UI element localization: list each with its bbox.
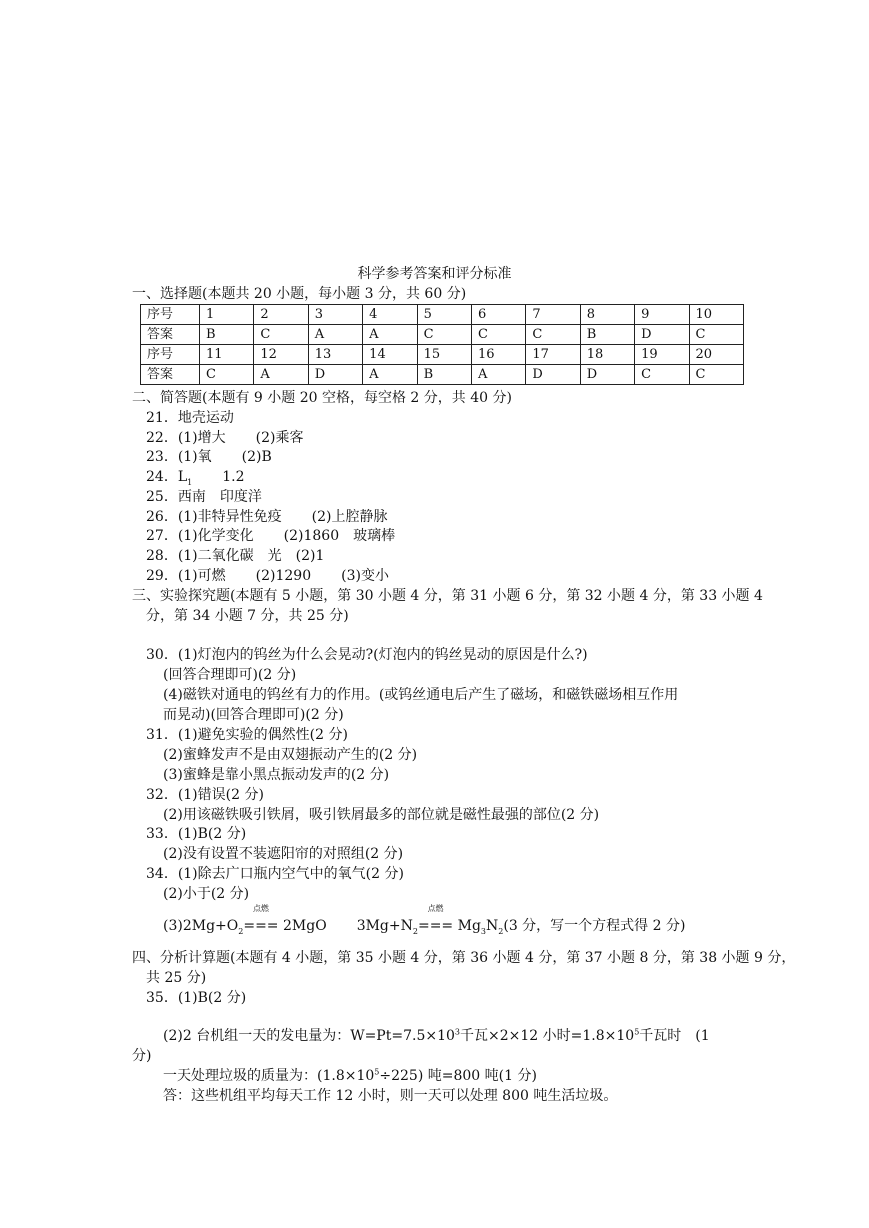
row-label: 序号 [141,345,200,365]
table-cell: 4 [363,305,417,325]
superscript: 3 [454,1027,460,1037]
table-cell: B [580,325,634,345]
answer-24 [146,467,244,487]
answer-35-line-2 [163,1026,710,1046]
table-cell: 12 [254,345,308,365]
subscript: 2 [412,926,418,936]
table-cell: A [471,365,525,385]
table-cell: A [363,365,417,385]
answer-23 [146,447,272,467]
table-cell: C [417,325,471,345]
table-cell: 10 [689,305,743,325]
answer-34-line-1: 34．(1)除去广口瓶内空气中的氧气(2 分) [146,866,404,882]
table-cell: D [526,365,580,385]
answer-35-line-3 [163,1066,537,1086]
subscript: 3 [480,926,487,936]
equals-sign: === [417,918,454,934]
table-cell: B [417,365,471,385]
table-cell: 7 [526,305,580,325]
table-cell: A [363,325,417,345]
answer-part: 1.2 [222,469,245,485]
table-cell: 9 [635,305,689,325]
section-4-heading: 四、分析计算题(本题有 4 小题，第 35 小题 4 分，第 36 小题 4 分，第 37 小题 8 分，第 38 小题 9 分， [132,950,796,966]
answer-32-line-2: (2)用该磁铁吸引铁屑，吸引铁屑最多的部位就是磁性最强的部位(2 分) [163,807,600,823]
section-3-heading-cont: 分，第 34 小题 7 分，共 25 分) [146,608,349,624]
section-3-heading: 三、实验探究题(本题有 5 小题，第 30 小题 4 分，第 31 小题 6 分，第 32 小题 4 分，第 33 小题 4 [132,588,763,604]
table-cell: A [254,365,308,385]
subscript: 1 [187,477,193,487]
table-cell: D [580,365,634,385]
table-cell: 6 [471,305,525,325]
table-cell: 8 [580,305,634,325]
answer-33-line-2: (2)没有设置不装遮阳帘的对照组(2 分) [163,846,404,862]
answer-22 [146,428,304,448]
equation-part: 2MgO [283,918,327,934]
table-cell: C [635,365,689,385]
table-cell: C [526,325,580,345]
table-row [141,345,744,365]
answer-part: 24．L [146,469,188,485]
equation-part: (3)2Mg+O [163,918,239,934]
answer-35-line-1: 35．(1)B(2 分) [146,990,247,1006]
row-label: 序号 [141,305,200,325]
table-row [141,365,744,385]
table-row [141,325,744,345]
table-cell: 14 [363,345,417,365]
table-cell: D [308,365,362,385]
answer-30-line-2: (回答合理即可)(2 分) [163,667,297,683]
answer-31-line-3: (3)蜜蜂是靠小黑点振动发声的(2 分) [163,767,390,783]
answer-31-line-1: 31．(1)避免实验的偶然性(2 分) [146,727,348,743]
table-cell: C [689,325,743,345]
answer-35-line-2-cont: 分) [132,1048,152,1064]
equation-part: 3Mg+N [356,918,413,934]
reaction-arrow [243,904,279,936]
superscript: 5 [634,1027,640,1037]
section-1-heading: 一、选择题(本题共 20 小题，每小题 3 分，共 60 分) [132,286,467,302]
answer-part: (2)B [241,449,272,465]
answer-part: (2)1860 玻璃棒 [283,528,396,544]
answer-part: 26．(1)非特异性免疫 [146,509,282,525]
document-title: 科学参考答案和评分标准 [357,266,512,282]
answer-31-line-2: (2)蜜蜂发声不是由双翅振动产生的(2 分) [163,747,418,763]
answer-34-equations [163,904,686,936]
equals-sign: === [243,918,279,934]
table-cell: D [635,325,689,345]
subscript: 2 [498,926,504,936]
section-2-heading: 二、简答题(本题有 9 小题 20 空格，每空格 2 分，共 40 分) [132,390,512,406]
table-cell: 17 [526,345,580,365]
table-cell: 5 [417,305,471,325]
answer-32-line-1: 32．(1)错误(2 分) [146,787,264,803]
reaction-arrow [417,904,454,936]
answer-28: 28．(1)二氧化碳 光 (2)1 [146,548,325,564]
table-cell: 11 [200,345,254,365]
table-cell: 1 [200,305,254,325]
table-row [141,305,744,325]
answer-33-line-1: 33．(1)B(2 分) [146,826,247,842]
answer-part: 27．(1)化学变化 [146,528,254,544]
table-cell: B [200,325,254,345]
row-label: 答案 [141,365,200,385]
table-cell: A [308,325,362,345]
answer-part: 千瓦×2×12 小时=1.8×10 [460,1028,635,1044]
answer-part: 22．(1)增大 [146,430,226,446]
subscript: 2 [238,926,244,936]
answer-30-line-1: 30．(1)灯泡内的钨丝为什么会晃动?(灯泡内的钨丝晃动的原因是什么?) [146,647,588,663]
answer-table [140,304,744,385]
answer-part: ÷225) 吨=800 吨(1 分) [379,1068,537,1084]
row-label: 答案 [141,325,200,345]
section-4-heading-cont: 共 25 分) [146,970,207,986]
answer-26 [146,507,388,527]
answer-part: 千瓦时 (1 [639,1028,710,1044]
answer-part: 23．(1)氧 [146,449,212,465]
answer-part: (2)乘客 [255,430,304,446]
table-cell: 16 [471,345,525,365]
table-cell: 20 [689,345,743,365]
reaction-condition: 点燃 [427,904,444,913]
table-cell: 15 [417,345,471,365]
equation-part: Mg [457,918,481,934]
answer-25: 25．西南 印度洋 [146,489,262,505]
answer-35-line-4: 答：这些机组平均每天工作 12 小时，则一天可以处理 800 吨生活垃圾。 [163,1088,618,1104]
answer-part: (3)变小 [341,568,389,584]
answer-30-line-4: 而晃动)(回答合理即可)(2 分) [163,707,344,723]
answer-part: (2)1290 [255,568,312,584]
table-cell: C [689,365,743,385]
table-cell: C [200,365,254,385]
answer-part: 一天处理垃圾的质量为：(1.8×10 [163,1068,375,1084]
answer-21: 21．地壳运动 [146,410,234,426]
answer-part: (2)2 台机组一天的发电量为：W=Pt=7.5×10 [163,1028,455,1044]
answer-34-line-2: (2)小于(2 分) [163,886,250,902]
table-cell: C [471,325,525,345]
answer-part: (2)上腔静脉 [311,509,388,525]
table-cell: 18 [580,345,634,365]
equation-part: (3 分，写一个方程式得 2 分) [503,918,686,934]
answer-29 [146,566,389,586]
table-cell: C [254,325,308,345]
table-cell: 3 [308,305,362,325]
equation-part: N [486,918,499,934]
answer-part: 29．(1)可燃 [146,568,226,584]
superscript: 5 [374,1067,380,1077]
table-cell: 19 [635,345,689,365]
table-cell: 13 [308,345,362,365]
answer-30-line-3: (4)磁铁对通电的钨丝有力的作用。(或钨丝通电后产生了磁场，和磁铁磁场相互作用 [163,687,679,703]
answer-27 [146,526,395,546]
table-cell: 2 [254,305,308,325]
reaction-condition: 点燃 [252,904,269,913]
